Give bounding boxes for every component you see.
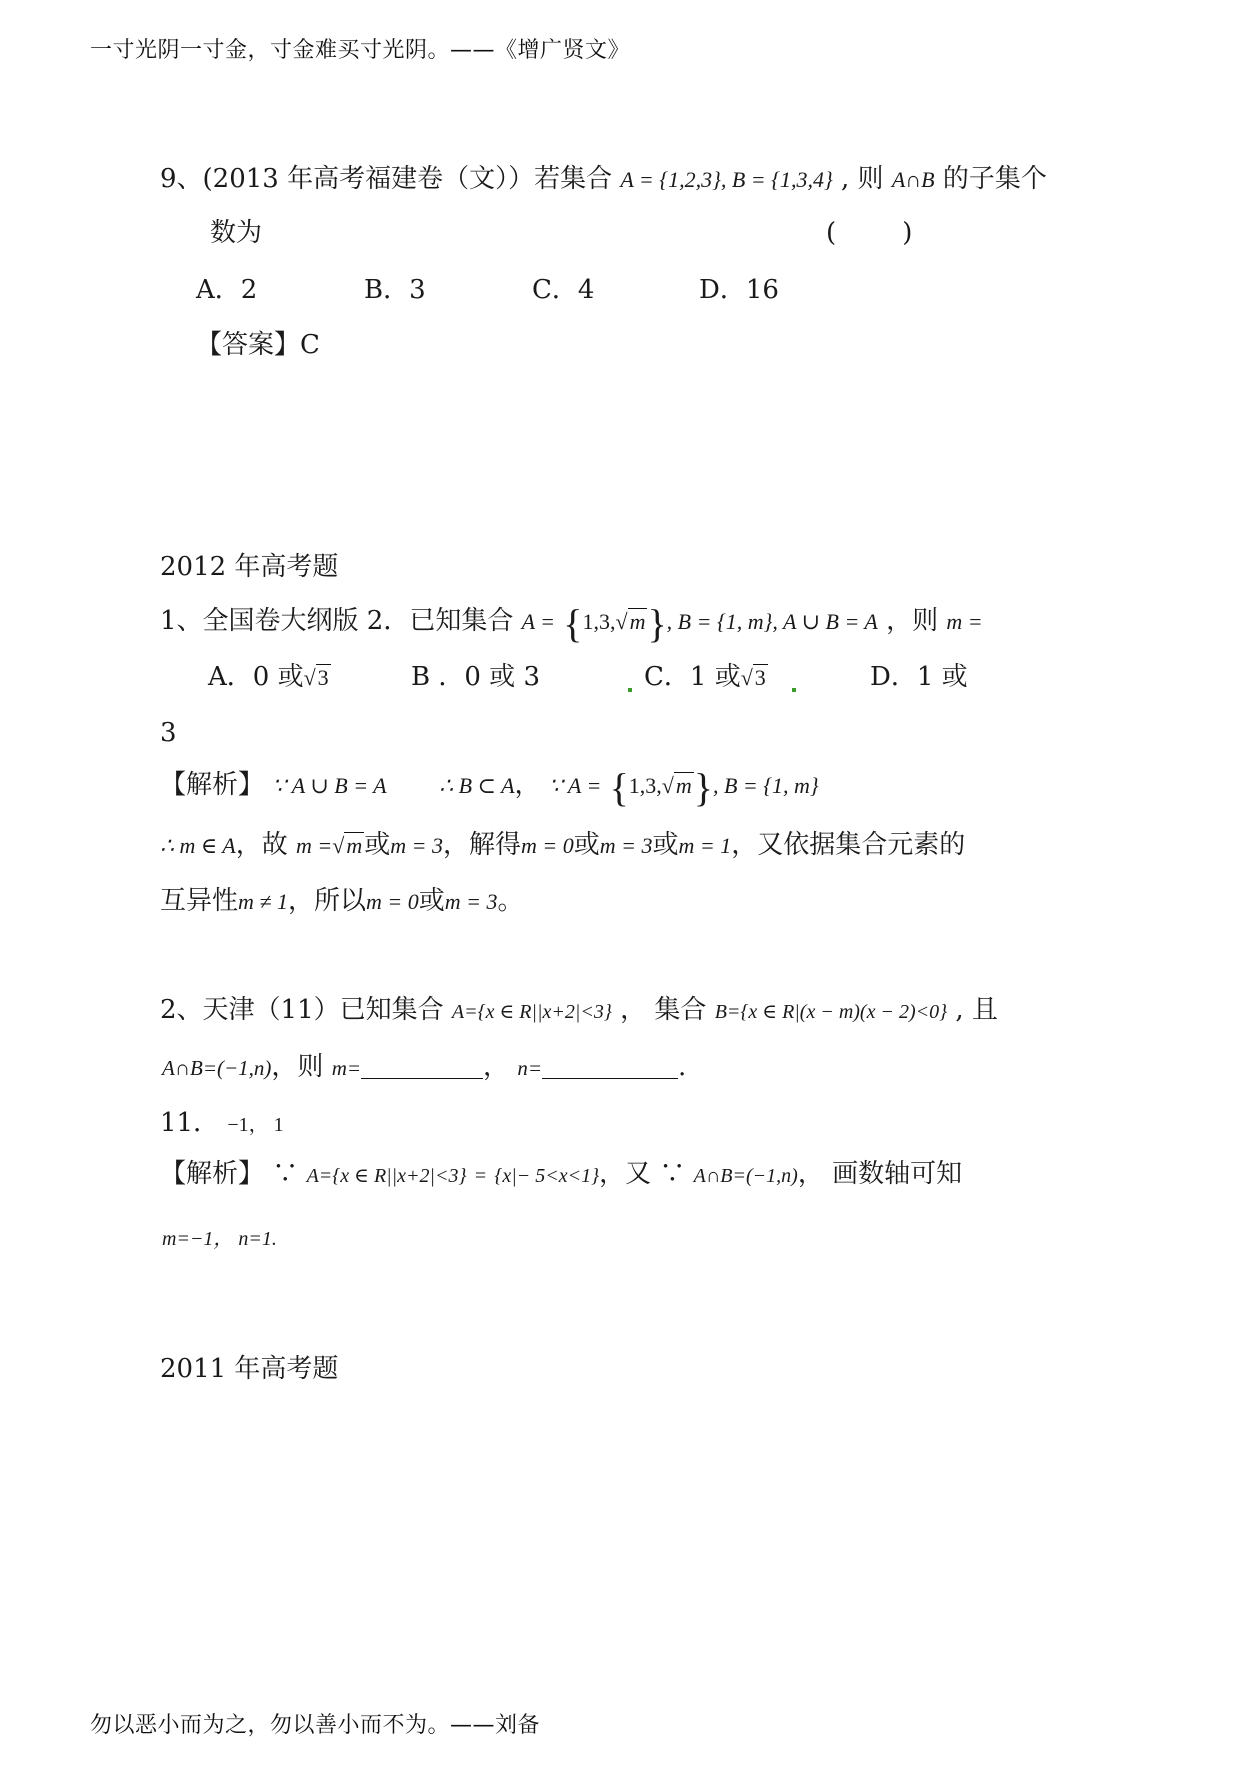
- q1-l2-j: 或: [652, 830, 679, 860]
- q2-answer-line: [160, 1106, 284, 1142]
- q2-stem-mid: ， 集合: [620, 995, 707, 1025]
- q1-l2-a: ∴ m ∈ A: [160, 833, 236, 858]
- q1-l2-i: m = 3: [599, 833, 653, 858]
- q1-analysis-b: ∴ B ⊂ A: [439, 773, 515, 798]
- q1-analysis-sqrt-m: √m: [661, 773, 692, 798]
- q1-option-a: [208, 660, 331, 695]
- q1-option-c-sqrt-arg: 3: [754, 665, 766, 690]
- q1-analysis-line1: [160, 765, 819, 810]
- q1-option-d-continued: 3: [160, 718, 177, 748]
- q1-analysis-sqrt-m-arg: m: [675, 773, 692, 798]
- q1-analysis-left-brace: {: [609, 765, 629, 810]
- q2-analysis-eq: =: [474, 1165, 487, 1187]
- q1-option-c-text: C．1 或: [644, 662, 741, 692]
- q1-analysis-d: ∵ A =: [548, 773, 602, 798]
- q9-stem-line1: [160, 162, 1047, 197]
- q1-l2-sqrt-m-arg: m: [346, 833, 363, 858]
- q9-option-d: D．16: [699, 275, 779, 305]
- q9-stem-prefix: 9、(2013 年高考福建卷（文））若集合: [160, 164, 613, 194]
- q9-option-c: C．4: [532, 275, 595, 305]
- q9-stem-mid: , 则: [841, 164, 884, 194]
- q1-analysis-label: 【解析】: [160, 770, 265, 800]
- q1-l3-g: 。: [497, 886, 524, 916]
- q1-l3-f: m = 3: [444, 889, 498, 914]
- q2-set-b: B={x ∈ R|(x − m)(x − 2)<0}: [714, 1001, 948, 1023]
- q2-m-blank[interactable]: [361, 1052, 483, 1079]
- q1-l3-c: ，所以: [287, 886, 366, 916]
- q1-l2-e: m = 3: [390, 833, 443, 858]
- stray-mark: [792, 688, 796, 692]
- q1-analysis-c: ，: [514, 770, 541, 800]
- q2-n-blank[interactable]: [542, 1052, 678, 1079]
- q1-analysis-f: , B = {1, m}: [712, 773, 819, 798]
- q1-option-a-text: A．0 或: [208, 662, 304, 692]
- q9-set-math: A = {1,2,3}, B = {1,3,4}: [620, 167, 833, 192]
- q2-analysis-mid: ，又 ∵: [599, 1159, 686, 1189]
- q1-set-a-lhs: A =: [521, 609, 556, 634]
- q1-l3-a: 互异性: [160, 886, 239, 916]
- q1-option-a-sqrt: √3: [303, 665, 329, 690]
- q1-sqrt-m: √m: [615, 609, 646, 634]
- q2-stem-line2: [162, 1050, 686, 1085]
- q2-set-a: A={x ∈ R||x+2|<3}: [451, 1001, 612, 1023]
- section-2012-title: 2012 年高考题: [160, 552, 339, 582]
- stray-mark: [628, 688, 632, 692]
- q9-option-b: B．3: [364, 275, 426, 305]
- q1-l2-sqrt-m: √m: [332, 833, 363, 858]
- q2-m-label: m=: [331, 1056, 362, 1080]
- q1-l2-b: ，故: [235, 830, 288, 860]
- q2-analysis-intersection: A∩B=(−1,n): [693, 1165, 798, 1187]
- q9-answer-paren: ( ): [826, 218, 913, 248]
- q1-l2-k: m = 1: [678, 833, 732, 858]
- q2-analysis-set: A={x ∈ R||x+2|<3}: [306, 1165, 467, 1187]
- q1-l2-f: ，解得: [442, 830, 521, 860]
- q1-set-b-part: , B = {1, m}, A ∪ B = A: [666, 609, 878, 634]
- q1-l2-c: m =: [296, 833, 333, 858]
- q2-analysis-tail: ， 画数轴可知: [797, 1159, 963, 1189]
- q1-stem-mid: ，则: [886, 606, 939, 636]
- q1-analysis-a: ∵ A ∪ B = A: [272, 773, 387, 798]
- q2-final-line: [162, 1220, 277, 1256]
- q1-set-a-elems: 1,3,: [582, 609, 616, 634]
- q1-analysis-right-brace: }: [693, 765, 713, 810]
- q9-intersect-math: A∩B: [891, 167, 935, 192]
- q1-l2-d: 或: [364, 830, 391, 860]
- q2-n-sep: ，: [483, 1052, 510, 1082]
- footer-motto: 勿以恶小而为之，勿以善小而不为。——刘备: [90, 1713, 541, 1738]
- q1-l2-g: m = 0: [520, 833, 574, 858]
- q9-option-a: A．2: [196, 275, 258, 305]
- q2-period: .: [677, 1052, 687, 1082]
- q1-analysis-line2: [160, 828, 965, 863]
- q1-l2-l: ，又依据集合元素的: [731, 830, 966, 860]
- q1-option-b: B ．0 或 3: [411, 662, 540, 692]
- q1-l3-d: m = 0: [366, 889, 419, 914]
- q2-then: ，则: [271, 1052, 324, 1082]
- q1-right-brace: }: [647, 601, 667, 646]
- q1-left-brace: {: [563, 601, 583, 646]
- q2-stem-suffix: , 且: [955, 995, 998, 1025]
- q9-answer: 【答案】C: [196, 330, 320, 360]
- section-2011-title: 2011 年高考题: [160, 1354, 339, 1384]
- q2-analysis-label: 【解析】: [160, 1159, 265, 1189]
- q1-analysis-line3: [160, 884, 524, 919]
- q2-answer-number: 11．: [160, 1108, 220, 1138]
- q1-l3-e: 或: [418, 886, 445, 916]
- q1-m-eq: m =: [946, 609, 983, 634]
- header-motto: 一寸光阴一寸金，寸金难买寸光阴。——《增广贤文》: [90, 38, 631, 63]
- q1-option-c: [644, 660, 768, 695]
- q2-answer-values: −1， 1: [227, 1114, 284, 1136]
- q1-option-d: D．1 或: [870, 662, 968, 692]
- q2-final: m=−1， n=1.: [162, 1228, 277, 1250]
- q2-intersection: A∩B=(−1,n): [162, 1056, 272, 1080]
- q1-stem-prefix: 1、全国卷大纲版 2．已知集合: [160, 606, 514, 636]
- q9-stem-line2: 数为: [210, 218, 263, 248]
- q2-analysis-set2: {x|− 5<x<1}: [494, 1165, 600, 1187]
- q2-stem-line1: [160, 993, 998, 1029]
- q1-stem: [160, 601, 983, 646]
- q1-option-a-sqrt-arg: 3: [317, 665, 329, 690]
- q1-option-c-sqrt: √3: [740, 665, 766, 690]
- q2-because: ∵: [272, 1159, 299, 1189]
- q2-n-label: n=: [517, 1056, 542, 1080]
- q2-stem-prefix: 2、天津（11）已知集合: [160, 995, 444, 1025]
- q9-stem-suffix: 的子集个: [942, 164, 1047, 194]
- q1-l3-b: m ≠ 1: [238, 889, 288, 914]
- q1-sqrt-m-arg: m: [629, 609, 646, 634]
- q1-analysis-e: 1,3,: [628, 773, 662, 798]
- q1-l2-h: 或: [573, 830, 600, 860]
- q2-analysis-line1: [160, 1157, 962, 1193]
